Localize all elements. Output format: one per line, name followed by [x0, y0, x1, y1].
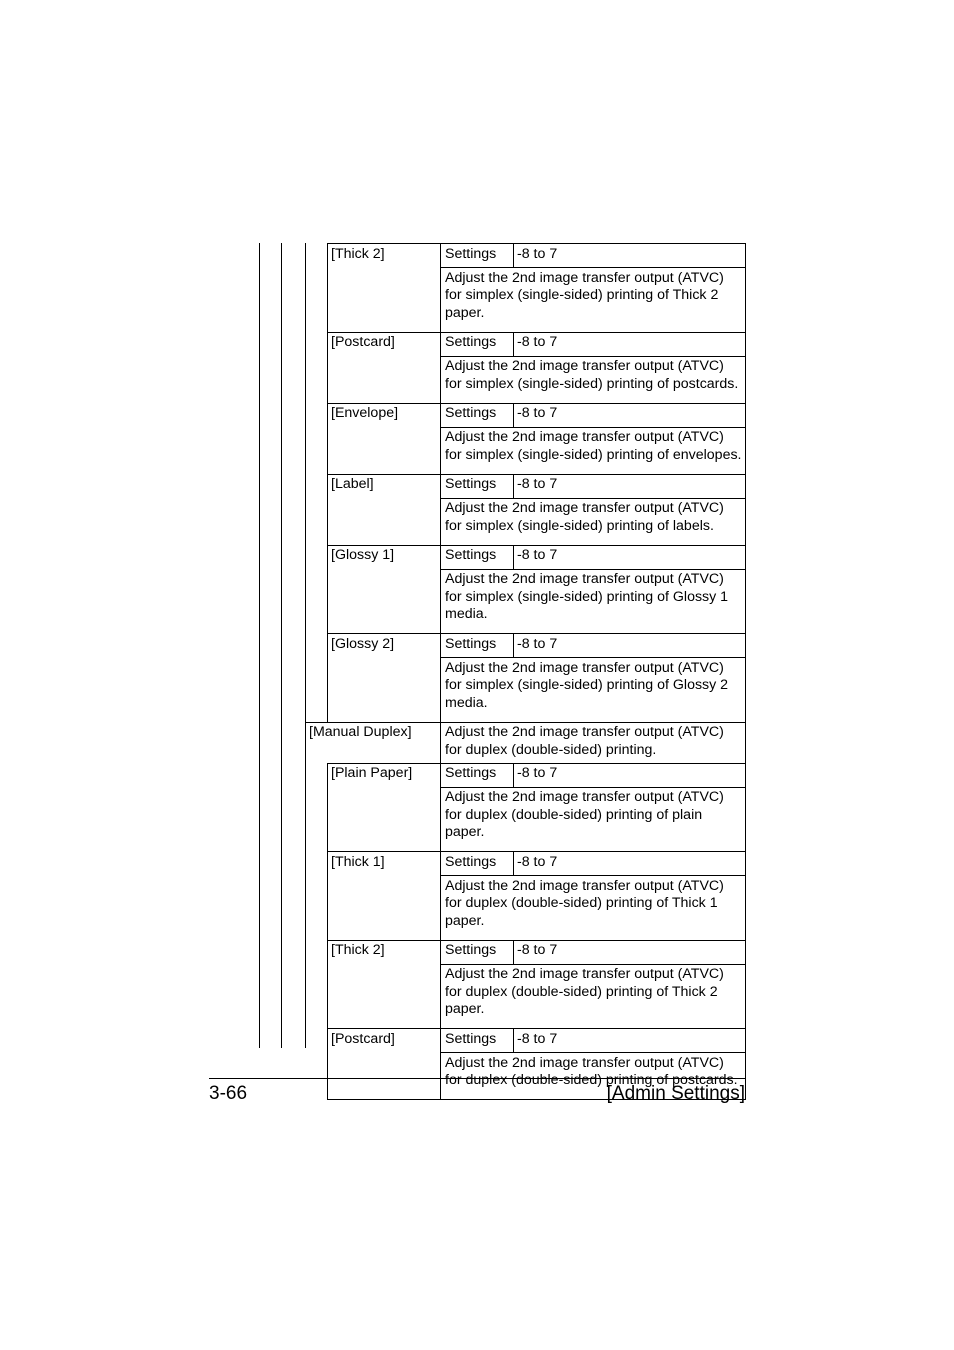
- row-top-border: [327, 403, 746, 404]
- setting-description-line: Adjust the 2nd image transfer output (ATVC): [445, 789, 724, 805]
- tree-line-level-1: [259, 243, 260, 1048]
- settings-label: Settings: [445, 942, 497, 958]
- setting-name: [Label]: [331, 476, 374, 492]
- row-top-border: [327, 851, 746, 852]
- setting-name: [Postcard]: [331, 1030, 395, 1047]
- setting-description-line: paper.: [445, 1001, 485, 1017]
- setting-name: [Thick 2]: [331, 245, 385, 262]
- setting-description-line: paper.: [445, 304, 485, 321]
- setting-description-line: Adjust the 2nd image transfer output (ATVC): [445, 429, 724, 445]
- setting-description-line: paper.: [445, 824, 485, 840]
- setting-description-line: Adjust the 2nd image transfer output (ATVC): [445, 269, 724, 286]
- settings-divider: [513, 851, 514, 875]
- manual-duplex-top-border: [305, 722, 746, 723]
- setting-description-line: Adjust the 2nd image transfer output (ATVC): [445, 500, 724, 516]
- settings-label: Settings: [445, 245, 497, 262]
- setting-description-line: Adjust the 2nd image transfer output (ATVC): [445, 358, 724, 374]
- setting-description-line: for simplex (single-sided) printing of Glossy 2: [445, 677, 729, 693]
- setting-description-line: Adjust the 2nd image transfer output (ATVC): [445, 1054, 724, 1071]
- settings-range: -8 to 7: [517, 765, 558, 781]
- settings-bottom-border: [440, 356, 746, 357]
- settings-range: -8 to 7: [517, 245, 558, 262]
- name-column-left-border: [327, 243, 328, 722]
- settings-range: -8 to 7: [517, 942, 558, 958]
- setting-name: [Glossy 1]: [331, 547, 395, 563]
- setting-description-line: for simplex (single-sided) printing of postcards.: [445, 375, 739, 392]
- settings-bottom-border: [440, 1052, 746, 1053]
- manual-duplex-name: [Manual Duplex]: [309, 724, 412, 740]
- setting-description-line: for duplex (double-sided) printing of postcards.: [445, 1072, 738, 1088]
- setting-description-line: paper.: [445, 912, 485, 929]
- settings-label: Settings: [445, 765, 497, 781]
- setting-name: [Plain Paper]: [331, 765, 413, 781]
- settings-divider: [513, 763, 514, 787]
- settings-bottom-border: [440, 964, 746, 965]
- settings-range: -8 to 7: [517, 334, 558, 350]
- footer-rule: [209, 1078, 745, 1079]
- row-top-border: [327, 332, 746, 333]
- setting-name: [Thick 2]: [331, 942, 385, 958]
- section-title: [Admin Settings]: [606, 1083, 745, 1104]
- setting-description-line: for duplex (double-sided) printing of plain: [445, 806, 703, 823]
- setting-name: [Postcard]: [331, 334, 395, 350]
- setting-description-line: Adjust the 2nd image transfer output (ATVC): [445, 877, 724, 894]
- table-right-border: [745, 243, 746, 1099]
- settings-label: Settings: [445, 405, 497, 421]
- settings-label: Settings: [445, 853, 497, 870]
- settings-divider: [513, 1028, 514, 1052]
- settings-bottom-border: [440, 569, 746, 570]
- settings-range: -8 to 7: [517, 476, 558, 492]
- tree-line-level-3: [305, 243, 306, 1048]
- settings-bottom-border: [440, 657, 746, 658]
- settings-label: Settings: [445, 1030, 497, 1047]
- settings-divider: [513, 403, 514, 427]
- row-top-border: [327, 1028, 746, 1029]
- duplex-name-column-left-border: [327, 763, 328, 1100]
- settings-bottom-border: [440, 787, 746, 788]
- setting-description-line: for simplex (single-sided) printing of Glossy 1: [445, 588, 729, 605]
- settings-divider: [513, 474, 514, 498]
- setting-description-line: Adjust the 2nd image transfer output (ATVC): [445, 966, 724, 982]
- settings-label: Settings: [445, 635, 497, 652]
- row-top-border: [327, 474, 746, 475]
- manual-duplex-description-line: Adjust the 2nd image transfer output (ATVC): [445, 724, 724, 740]
- setting-description-line: for simplex (single-sided) printing of envelopes.: [445, 446, 742, 463]
- settings-range: -8 to 7: [517, 1030, 558, 1047]
- manual-duplex-description-line: for duplex (double-sided) printing.: [445, 741, 657, 758]
- setting-description-line: for duplex (double-sided) printing of Thick 2: [445, 983, 718, 1000]
- setting-description-line: for simplex (single-sided) printing of labels.: [445, 517, 714, 534]
- settings-divider: [513, 940, 514, 964]
- settings-bottom-border: [440, 498, 746, 499]
- settings-range: -8 to 7: [517, 547, 558, 563]
- row-top-border: [327, 633, 746, 634]
- settings-bottom-border: [440, 875, 746, 876]
- setting-description-line: for simplex (single-sided) printing of Thick 2: [445, 287, 719, 303]
- setting-name: [Envelope]: [331, 405, 399, 421]
- row-top-border: [327, 763, 746, 764]
- setting-name: [Thick 1]: [331, 853, 385, 870]
- settings-divider: [513, 243, 514, 267]
- setting-description-line: for duplex (double-sided) printing of Thick 1: [445, 895, 718, 911]
- row-top-border: [327, 545, 746, 546]
- setting-description-line: media.: [445, 694, 488, 711]
- settings-range: -8 to 7: [517, 405, 558, 421]
- settings-bottom-border: [440, 267, 746, 268]
- description-column-left-border: [440, 243, 441, 1099]
- page-number: 3-66: [209, 1083, 248, 1104]
- settings-range: -8 to 7: [517, 635, 558, 652]
- setting-description-line: media.: [445, 606, 488, 622]
- settings-divider: [513, 332, 514, 356]
- tree-line-level-2: [281, 243, 282, 1048]
- settings-bottom-border: [440, 427, 746, 428]
- settings-label: Settings: [445, 547, 497, 563]
- setting-name: [Glossy 2]: [331, 635, 395, 652]
- setting-description-line: Adjust the 2nd image transfer output (ATVC): [445, 571, 724, 587]
- row-top-border: [327, 243, 746, 244]
- settings-divider: [513, 633, 514, 657]
- setting-description-line: Adjust the 2nd image transfer output (ATVC): [445, 659, 724, 676]
- settings-label: Settings: [445, 334, 497, 350]
- settings-label: Settings: [445, 476, 497, 492]
- row-top-border: [327, 940, 746, 941]
- settings-divider: [513, 545, 514, 569]
- settings-range: -8 to 7: [517, 853, 558, 870]
